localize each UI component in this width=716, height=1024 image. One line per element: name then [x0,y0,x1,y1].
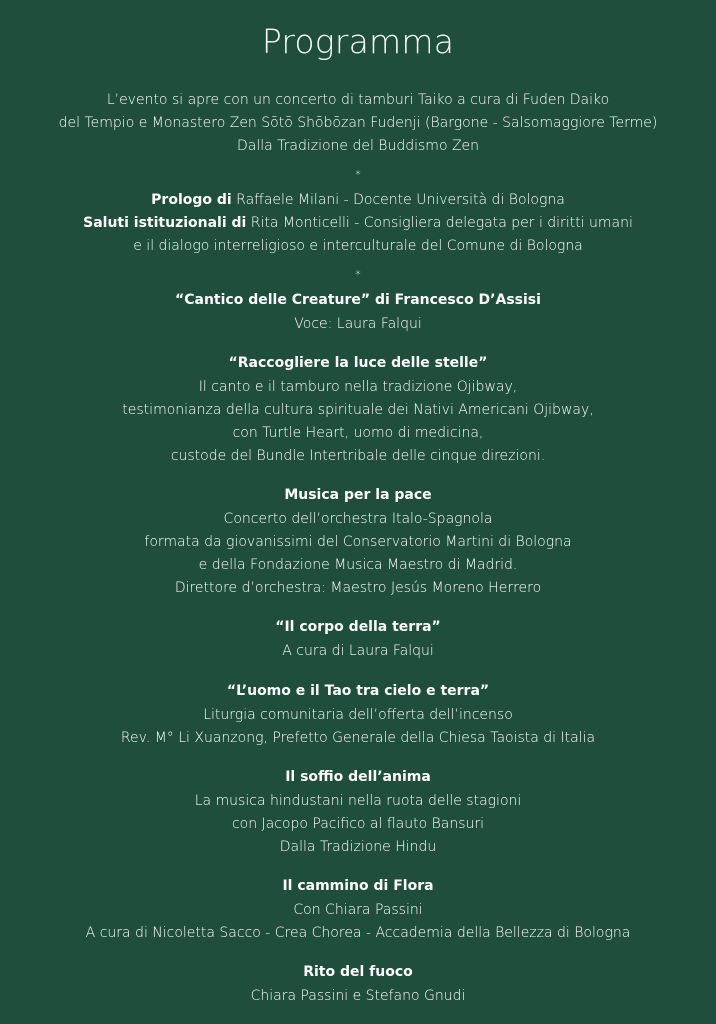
prologo-line [0,190,716,210]
section-line: A cura di Nicoletta Sacco - Crea Chorea - Accademia della Bellezza di Bologna [85,925,631,941]
separator-star: * [355,268,361,281]
section-title: Rito del fuoco [303,964,413,980]
section-line: Direttore d’orchestra: Maestro Jesús Moreno Herrero [174,580,542,596]
section-title: Il soffio dell’anima [285,769,431,785]
section-title: Musica per la pace [284,487,432,503]
saluti-text: Rita Monticelli - Consigliera delegata per i diritti umani [246,215,633,231]
section-line: Con Chiara Passini [293,902,423,918]
section-title: “Il corpo della terra” [275,619,441,635]
saluti-label: Saluti istituzionali di [83,215,247,231]
section-title: “Cantico delle Creature” di Francesco D’Assisi [175,292,541,308]
section-title: “Raccogliere la luce delle stelle” [228,355,488,371]
section-line: Rev. M° Li Xuanzong, Prefetto Generale della Chiesa Taoista di Italia [120,730,596,746]
section-line: con Jacopo Pacifico al flauto Bansuri [231,816,485,832]
prologo-label: Prologo di [151,192,232,208]
section-line: La musica hindustani nella ruota delle stagioni [194,793,522,809]
section-line: formata da giovanissimi del Conservatorio Martini di Bologna [144,534,572,550]
page-title: Programma [261,22,455,61]
section-line: Chiara Passini e Stefano Gnudi [250,988,466,1004]
section-line: Liturgia comunitaria dell’offerta dell’incenso [203,707,513,723]
prologo-text: Raffaele Milani - Docente Università di Bologna [231,192,565,208]
section-line: A cura di Laura Falqui [282,643,434,659]
intro-line: del Tempio e Monastero Zen Sōtō Shōbōzan Fudenji (Bargone - Salsomaggiore Terme) [58,115,658,131]
section-line: testimonianza della cultura spirituale dei Nativi Americani Ojibway, [122,402,594,418]
section-line: Il canto e il tamburo nella tradizione Ojibway, [198,379,518,395]
saluti-line: e il dialogo interreligioso e interculturale del Comune di Bologna [133,238,583,254]
intro-line: L’evento si apre con un concerto di tamburi Taiko a cura di Fuden Daiko [106,92,610,108]
section-title: Il cammino di Flora [282,878,434,894]
section-line: Voce: Laura Falqui [294,316,422,332]
intro-line: Dalla Tradizione del Buddismo Zen [236,138,480,154]
saluti-line [0,213,716,233]
section-line: Concerto dell’orchestra Italo-Spagnola [223,511,493,527]
section-line: con Turtle Heart, uomo di medicina, [232,425,484,441]
separator-star: * [355,168,361,181]
section-title: “L’uomo e il Tao tra cielo e terra” [226,683,490,699]
section-line: custode del Bundle Intertribale delle cinque direzioni. [170,448,546,464]
section-line: Dalla Tradizione Hindu [279,839,437,855]
section-line: e della Fondazione Musica Maestro di Madrid. [198,557,518,573]
